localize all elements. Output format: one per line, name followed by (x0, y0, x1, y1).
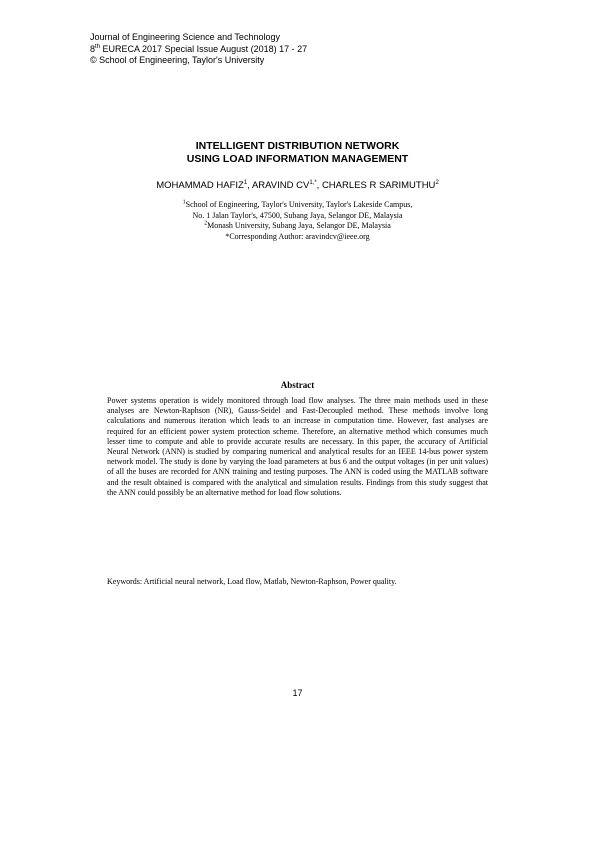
title-line-2: USING LOAD INFORMATION MANAGEMENT (186, 152, 409, 165)
author-list (60, 180, 535, 192)
paper-title (90, 140, 505, 165)
page-number: 17 (292, 688, 303, 698)
author-separator: , (247, 180, 252, 191)
author-separator: , (316, 180, 322, 191)
issue-number: 8 (90, 43, 96, 54)
issue-number-suffix: th (95, 43, 101, 50)
keywords-list: Artificial neural network, Load flow, Matlab, Newton-Raphson, Power quality. (143, 577, 397, 586)
author-1-mark: 1 (243, 179, 248, 186)
title-line-1: INTELLIGENT DISTRIBUTION NETWORK (195, 140, 400, 152)
author-2-mark: 1,* (309, 179, 317, 186)
author-2-name: ARAVIND CV (251, 180, 310, 191)
keywords (107, 577, 488, 587)
keywords-label: Keywords: (107, 577, 144, 586)
corresponding-author: *Corresponding Author: aravindcv@ieee.org (225, 231, 370, 241)
author-1-name: MOHAMMAD HAFIZ (156, 180, 244, 191)
affiliation-2-mark: 2 (204, 220, 208, 227)
issue-line (90, 44, 510, 56)
author-3-name: CHARLES R SARIMUTHU (321, 180, 436, 191)
affiliation-2: $^2$Monash University, Subang Jaya, Selangor DE, Malaysia (204, 220, 391, 230)
affiliation-1-mark: 1 (182, 199, 186, 206)
journal-name: Journal of Engineering Science and Technology (90, 32, 280, 42)
journal-header (90, 32, 510, 67)
affiliations (90, 200, 505, 242)
abstract-text: Power systems operation is widely monitored through load flow analyses. The three main methods used in these analyses are Newton-Raphson (NR), Gauss-Seidel and Fast-Decoupled method. These methods involve long calculations and numerous iteration which leads to an increase in computation time. However, fast analyses are required for an efficient power system protection scheme. Therefore, an alternative method which consumes much lesser time to compute and able to provide accurate results are necessary. In this paper, the accuracy of Artificial Neural Network (ANN) is studied by comparing numerical and analytical results for an IEEE 14-bus power system network model. The study is done by varying the load parameters at bus 6 and the output voltages (in per unit values) of all the buses are recorded for ANN training and testing purposes. The ANN is coded using the MATLAB software and the result obtained is compared with the analytical and simulation results. Findings from this study suggest that the ANN could possibly be an alternative method for load flow solutions. (107, 396, 488, 497)
abstract-heading: Abstract (280, 380, 315, 390)
affiliation-1-line-1: $^1$School of Engineering, Taylor's University, Taylor's Lakeside Campus, (182, 199, 413, 209)
affiliation-1-line-2: No. 1 Jalan Taylor's, 47500, Subang Jaya, Selangor DE, Malaysia (192, 210, 403, 220)
author-3-mark: 2 (435, 179, 439, 186)
issue-details: EURECA 2017 Special Issue August (2018) 17 - 27 (100, 43, 308, 54)
copyright-line: © School of Engineering, Taylor's University (90, 55, 265, 65)
